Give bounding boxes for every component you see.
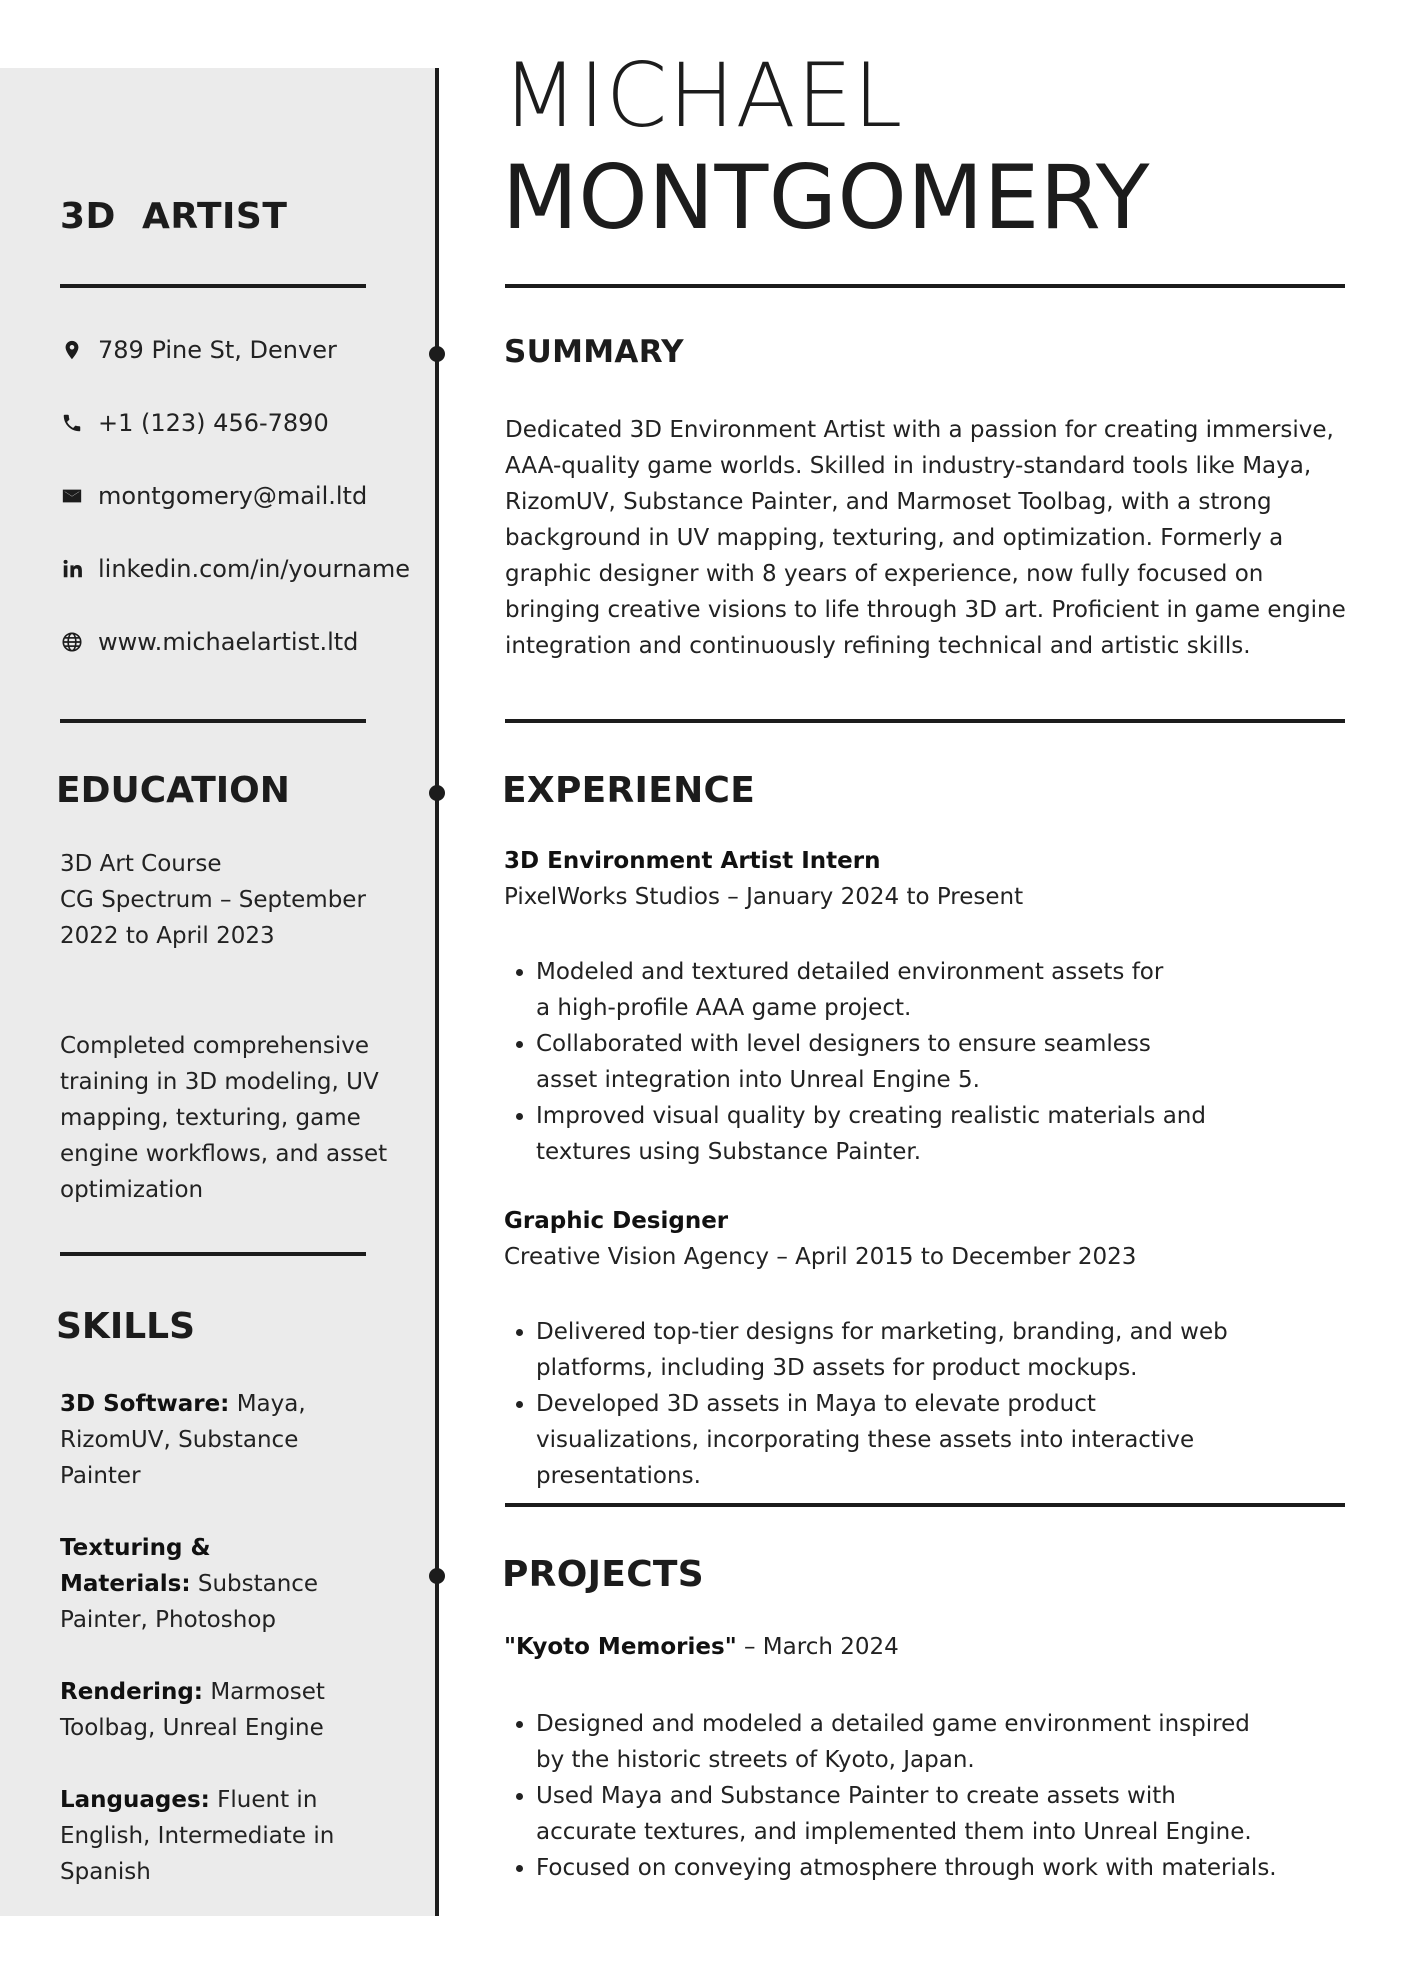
job-bullets	[504, 1314, 1356, 1494]
skill-label: Texturing & Materials:	[60, 1535, 211, 1597]
timeline-dot	[429, 346, 445, 362]
education-description: Completed comprehensive training in 3D modeling, UV mapping, texturing, game engine workflows, and asset optimization	[60, 1033, 388, 1203]
project-name: "Kyoto Memories"	[504, 1634, 737, 1660]
job-role-title: 3D ARTIST	[60, 196, 288, 237]
contact-phone	[60, 409, 329, 437]
job-company-dates: Creative Vision Agency – April 2015 to December 2023	[504, 1244, 1137, 1270]
list-item: • Focused on conveying atmosphere through work with materials.	[536, 1850, 1296, 1886]
education-school-dates: CG Spectrum – September 2022 to April 2023	[60, 887, 366, 949]
education-heading: EDUCATION	[56, 770, 290, 811]
last-name: MONTGOMERY	[502, 146, 1151, 249]
list-item: • Used Maya and Substance Painter to create assets with accurate textures, and implemented them into Unreal Engine.	[536, 1778, 1276, 1850]
divider	[60, 284, 366, 288]
divider	[505, 719, 1345, 723]
skill-label: Languages:	[60, 1787, 210, 1813]
summary-text: Dedicated 3D Environment Artist with a passion for creating immersive, AAA-quality game worlds. Skilled in industry-standard tools like Maya, RizomUV, Substance Painter, and Marmoset Toolbag, with a strong background in UV mapping, texturing, and optimization. Formerly a graphic designer with 8 years of experience, now fully focused on bringing creative visions to life through 3D art. Proficient in game engine integration and continuously refining technical and artistic skills.	[505, 417, 1346, 659]
skill-value: Maya, RizomUV, Substance Painter	[60, 1391, 306, 1489]
timeline-dot	[429, 1568, 445, 1584]
location-pin-icon	[60, 338, 84, 362]
contact-linkedin	[60, 555, 410, 583]
summary-heading: SUMMARY	[504, 334, 684, 370]
skill-item	[60, 1782, 410, 1890]
experience-heading: EXPERIENCE	[502, 770, 756, 811]
contact-email	[60, 482, 367, 510]
project-title	[504, 1634, 899, 1660]
list-item: • Developed 3D assets in Maya to elevate product visualizations, incorporating these assets into interactive presentations.	[536, 1386, 1256, 1494]
job-title: Graphic Designer	[504, 1208, 729, 1234]
divider	[60, 719, 366, 723]
skill-label: Rendering:	[60, 1679, 204, 1705]
envelope-icon	[60, 484, 84, 508]
contact-website	[60, 628, 358, 656]
list-item: • Collaborated with level designers to ensure seamless asset integration into Unreal Engine 5.	[536, 1026, 1216, 1098]
phone-text: +1 (123) 456-7890	[98, 409, 329, 437]
address-text: 789 Pine St, Denver	[98, 336, 337, 364]
divider	[505, 1503, 1345, 1507]
divider	[505, 284, 1345, 288]
project-bullets	[504, 1706, 1356, 1886]
timeline-dot	[429, 785, 445, 801]
job-company-dates: PixelWorks Studios – January 2024 to Present	[504, 884, 1024, 910]
skill-item	[60, 1674, 330, 1746]
skill-value: Substance Painter, Photoshop	[60, 1571, 319, 1633]
projects-heading: PROJECTS	[502, 1554, 704, 1595]
list-item: • Designed and modeled a detailed game environment inspired by the historic streets of Kyoto, Japan.	[536, 1706, 1276, 1778]
skill-item	[60, 1530, 330, 1638]
education-course: 3D Art Course	[60, 851, 222, 877]
divider	[60, 1252, 366, 1256]
skill-value: Marmoset Toolbag, Unreal Engine	[60, 1679, 325, 1741]
skill-label: 3D Software:	[60, 1391, 230, 1417]
linkedin-link[interactable]: linkedin.com/in/yourname	[98, 555, 411, 583]
website-link[interactable]: www.michaelartist.ltd	[98, 628, 359, 656]
job-bullets	[504, 954, 1356, 1170]
contact-address	[60, 336, 337, 364]
globe-icon	[60, 630, 84, 654]
email-link[interactable]: montgomery@mail.ltd	[98, 482, 368, 510]
job-title: 3D Environment Artist Intern	[504, 848, 881, 874]
first-name: MICHAEL	[502, 44, 904, 147]
project-date: – March 2024	[736, 1634, 899, 1660]
list-item: • Modeled and textured detailed environment assets for a high-profile AAA game project.	[536, 954, 1176, 1026]
skill-value: Fluent in English, Intermediate in Spanish	[60, 1787, 335, 1885]
skill-item	[60, 1386, 310, 1494]
list-item: • Delivered top-tier designs for marketing, branding, and web platforms, including 3D assets for product mockups.	[536, 1314, 1236, 1386]
list-item: • Improved visual quality by creating realistic materials and textures using Substance Painter.	[536, 1098, 1296, 1170]
linkedin-icon	[60, 557, 84, 581]
phone-icon	[60, 411, 84, 435]
skills-heading: SKILLS	[56, 1306, 196, 1347]
